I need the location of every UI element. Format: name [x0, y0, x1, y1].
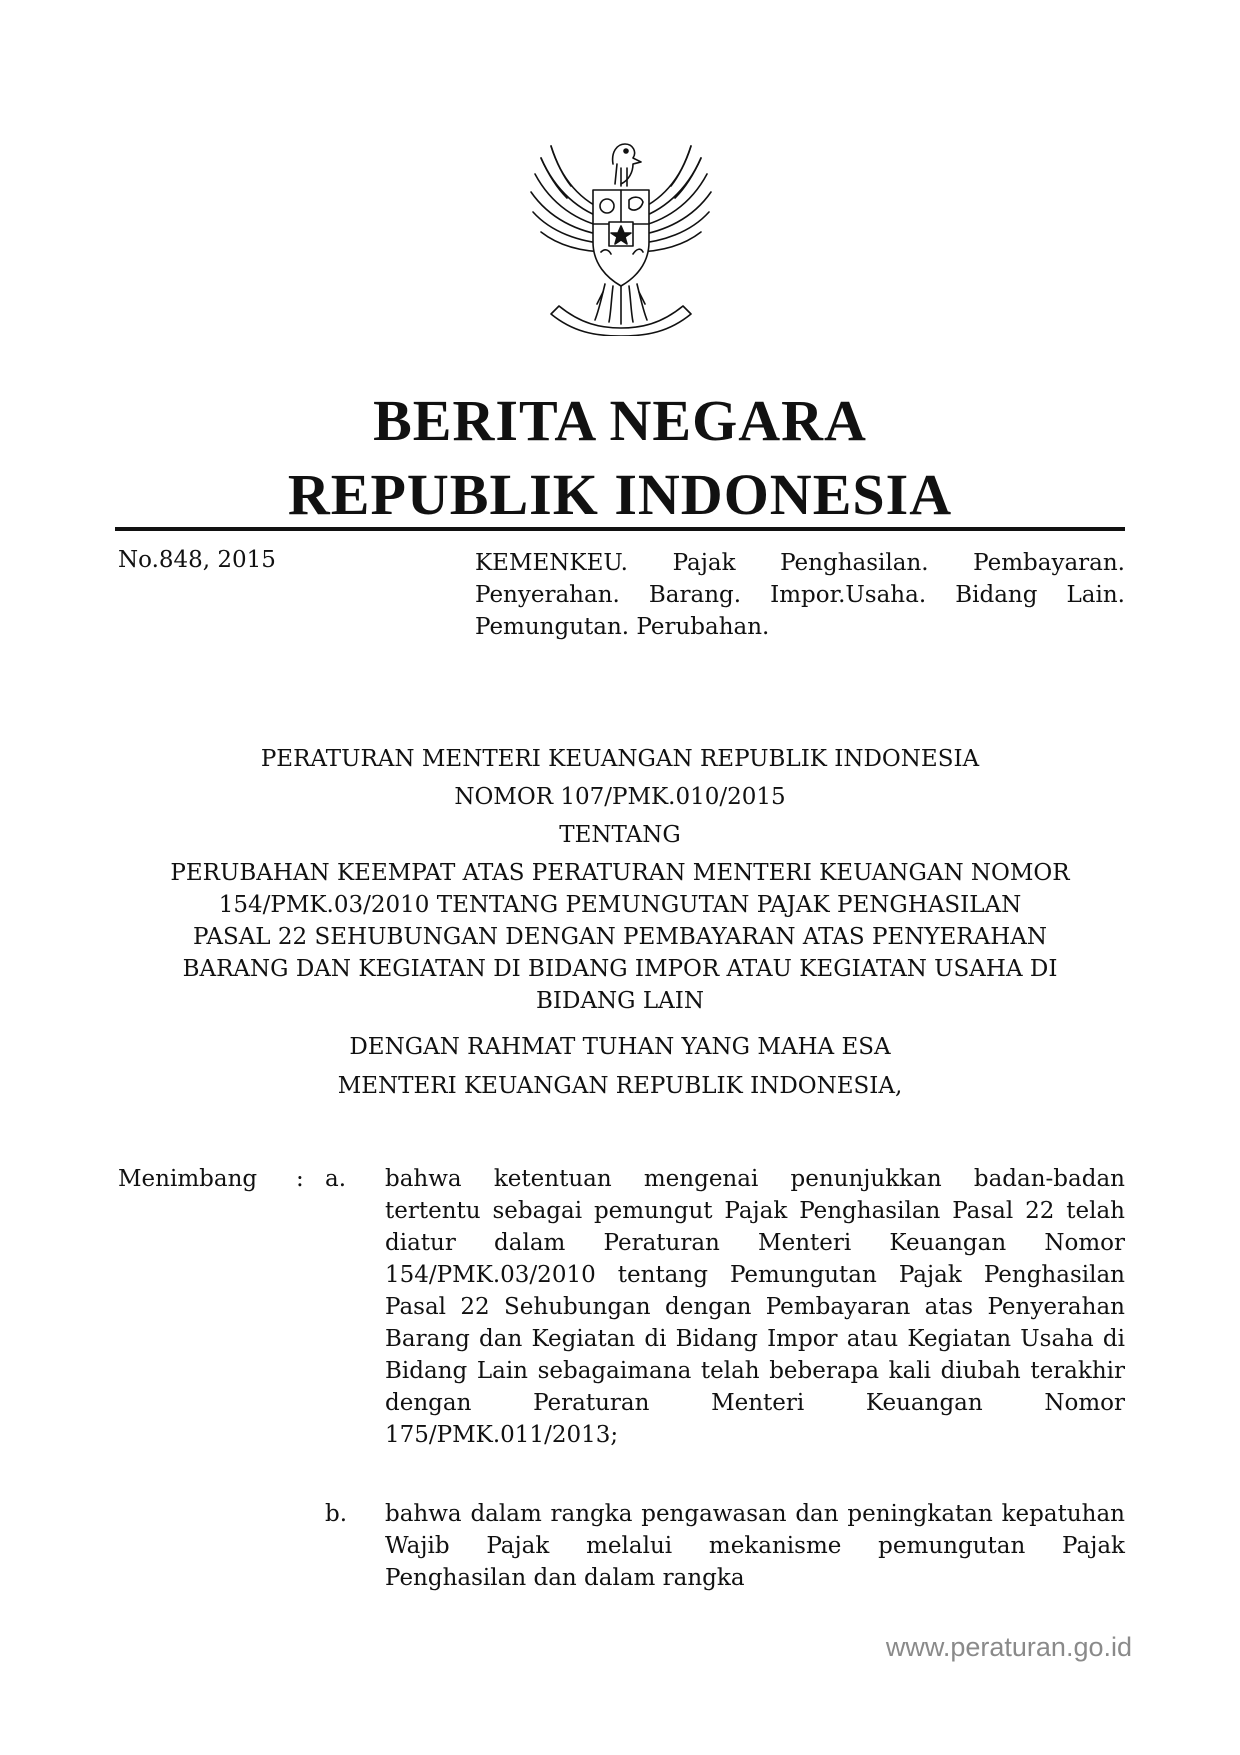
regulation-subject-line: PERUBAHAN KEEMPAT ATAS PERATURAN MENTERI KEUANGAN NOMOR — [170, 860, 1070, 886]
regulation-subject-line: PASAL 22 SEHUBUNGAN DENGAN PEMBAYARAN ATAS PENYERAHAN — [192, 924, 1048, 950]
considering-item-text: bahwa dalam rangka pengawasan dan peningkatan kepatuhan Wajib Pajak melalui mekanisme pemungutan Pajak Penghasilan dan dalam rangka — [385, 1501, 1125, 1591]
regulation-subject-line: BIDANG LAIN — [536, 988, 704, 1014]
masthead-subtitle: REPUBLIK INDONESIA — [287, 462, 953, 527]
regulation-subject-line: 154/PMK.03/2010 TENTANG PEMUNGUTAN PAJAK PENGHASILAN — [218, 892, 1022, 918]
masthead-title: BERITA NEGARA — [373, 388, 867, 453]
issue-number: No.848, 2015 — [118, 547, 276, 573]
authority: MENTERI KEUANGAN REPUBLIK INDONESIA, — [337, 1073, 903, 1099]
regulation-subject-line: BARANG DAN KEGIATAN DI BIDANG IMPOR ATAU KEGIATAN USAHA DI — [182, 956, 1058, 982]
regulation-about: TENTANG — [559, 822, 681, 848]
considering-item-text: bahwa ketentuan mengenai penunjukkan badan-badan tertentu sebagai pemungut Pajak Penghasilan Pasal 22 telah diatur dalam Peraturan Menteri Keuangan Nomor 154/PMK.03/2010 tentang Pemungutan Pajak Penghasilan Pasal 22 Sehubungan dengan Pembayaran atas Penyerahan Barang dan Kegiatan di Bidang Impor atau Kegiatan Usaha di Bidang Lain sebagaimana telah beberapa kali diubah terakhir dengan Peraturan Menteri Keuangan Nomor 175/PMK.011/2013; — [385, 1166, 1125, 1448]
item-marker: a. — [325, 1166, 347, 1192]
garuda-pancasila-emblem — [521, 124, 721, 336]
regulation-title: PERATURAN MENTERI KEUANGAN REPUBLIK INDONESIA — [260, 746, 980, 772]
considering-separator: : — [296, 1166, 304, 1192]
issue-subject: KEMENKEU. Pajak Penghasilan. Pembayaran. Penyerahan. Barang. Impor.Usaha. Bidang Lain. Pemungutan. Perubahan. — [475, 550, 1125, 640]
masthead-rule — [115, 527, 1125, 531]
footer-url[interactable]: www.peraturan.go.id — [885, 1632, 1132, 1662]
invocation: DENGAN RAHMAT TUHAN YANG MAHA ESA — [349, 1034, 891, 1060]
regulation-number: NOMOR 107/PMK.010/2015 — [454, 784, 786, 810]
regulation-subject — [115, 857, 1125, 1017]
considering-label: Menimbang — [118, 1166, 258, 1192]
item-marker: b. — [325, 1501, 348, 1527]
